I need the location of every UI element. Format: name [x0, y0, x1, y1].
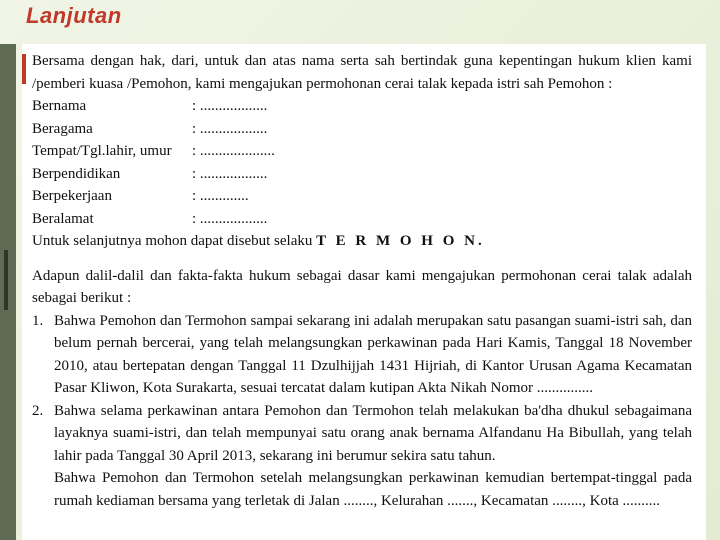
field-label: Berpendidikan [32, 165, 121, 182]
field-row [32, 118, 692, 141]
field-value: : .................. [192, 165, 268, 182]
field-label: Bernama [32, 98, 87, 114]
document-image [22, 44, 706, 540]
field-value: : .................. [192, 210, 268, 227]
red-margin-mark [22, 54, 26, 84]
left-accent-bar [4, 250, 8, 310]
field-value: : ............. [192, 188, 249, 204]
left-decorative-stripe [0, 44, 16, 540]
field-label: Beragama [32, 120, 93, 137]
field-row [32, 185, 692, 208]
field-row [32, 140, 692, 163]
slide-title: Lanjutan [26, 3, 122, 28]
designation-text: Untuk selanjutnya mohon dapat disebut selaku [32, 233, 313, 249]
list-item-number: 2. [32, 402, 44, 419]
intro-paragraph: Bersama dengan hak, dari, untuk dan atas nama serta sah bertindak guna kepentingan hukum klien kami /pemberi kuasa /Pemohon, kami mengajukan permohonan cerai talak kepada istri sah Pemohon : [32, 53, 692, 92]
list-item-text: Bahwa Pemohon dan Termohon sampai sekarang ini adalah merupakan satu pasangan suami-istri sah, dan belum pernah bercerai, yang telah melangsungkan perkawinan pada Hari Kamis, Tanggal 18 November 2010, atau bertepatan dengan Tanggal 11 Dzulhijjah 1431 Hijriah, di Kantor Urusan Agama Kecamatan Pasar Kliwon, Kota Surakarta, sesuai tercatat dalam kutipan Akta Nikah Nomor ............... [54, 312, 692, 396]
field-value: : .................... [192, 143, 275, 159]
list-item [32, 310, 692, 400]
field-row [32, 95, 692, 118]
continuation-paragraph: Bahwa Pemohon dan Termohon setelah melangsungkan perkawinan kemudian bertempat-tinggal pada rumah kediaman bersama yang terletak di Jalan ........, Kelurahan ......., Kecamatan ........, Kota .......... [54, 470, 692, 509]
field-label: Tempat/Tgl.lahir, umur [32, 143, 172, 159]
field-row [32, 163, 692, 186]
field-row [32, 208, 692, 231]
list-item-number: 1. [32, 312, 44, 329]
party-fields [32, 95, 692, 230]
basis-intro-paragraph: Adapun dalil-dalil dan fakta-fakta hukum sebagai dasar kami mengajukan permohonan cerai talak adalah sebagai berikut : [32, 267, 692, 306]
designation-line [32, 230, 692, 253]
field-label: Beralamat [32, 210, 94, 227]
field-value: : .................. [192, 120, 268, 137]
list-item [32, 400, 692, 468]
designation-keyword: T E R M O H O N. [316, 233, 485, 249]
field-value: : .................. [192, 98, 268, 114]
field-label: Berpekerjaan [32, 188, 112, 204]
list-item-text: Bahwa selama perkawinan antara Pemohon dan Termohon telah melakukan ba'dha dhukul sebagaimana layaknya suami-istri, dan telah mempunyai satu orang anak bernama Alfandanu Ha Bibullah, yang telah lahir pada Tanggal 30 April 2013, sekarang ini berumur sekira satu tahun. [54, 402, 692, 464]
